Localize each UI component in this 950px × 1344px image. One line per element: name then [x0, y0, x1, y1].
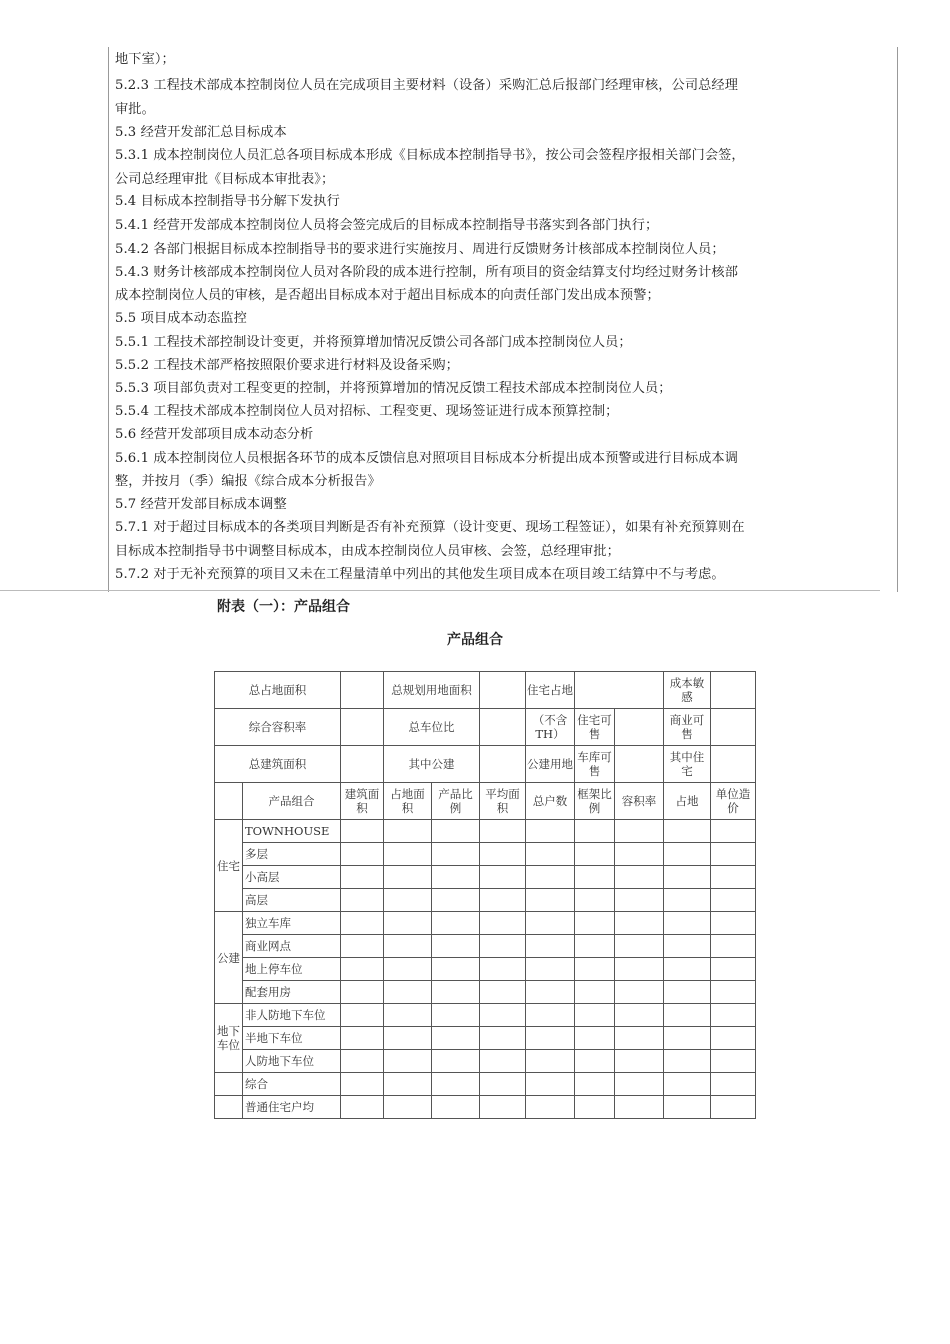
doc-line: 5.6.1 成本控制岗位人员根据各环节的成本反馈信息对照项目目标成本分析提出成本预警或进行目标成本调: [115, 451, 738, 466]
group-label-public: 公建: [215, 912, 243, 1004]
doc-line: 公司总经理审批《目标成本审批表》；: [115, 172, 335, 187]
summary-label: 总规划用地面积: [384, 672, 480, 709]
doc-line: 5.7.1 对于超过目标成本的各类项目判断是否有补充预算（设计变更、现场工程签证），如果有补充预算则在: [115, 520, 745, 535]
value-cell[interactable]: [711, 672, 756, 709]
table-row: [215, 866, 756, 889]
doc-line: 5.2.3 工程技术部成本控制岗位人员在完成项目主要材料（设备）采购汇总后报部门经理审核，公司总经理: [115, 78, 738, 93]
summary-row: [215, 746, 756, 783]
header-cell: 总户数: [526, 783, 575, 820]
table-title: 产品组合: [447, 632, 503, 648]
table-row: [215, 1073, 756, 1096]
value-cell[interactable]: [615, 709, 664, 746]
doc-line: 整，并按月（季）编报《综合成本分析报告》: [115, 474, 381, 489]
table-row: [215, 1050, 756, 1073]
summary-label: 其中住宅: [664, 746, 711, 783]
row-label: 地上停车位: [243, 958, 341, 981]
value-cell[interactable]: [615, 746, 664, 783]
summary-label: 总占地面积: [215, 672, 341, 709]
table-row: [215, 843, 756, 866]
doc-line: 5.5.4 工程技术部成本控制岗位人员对招标、工程变更、现场签证进行成本预算控制；: [115, 404, 619, 419]
row-label: TOWNHOUSE: [243, 820, 341, 843]
row-label: 综合: [243, 1073, 341, 1096]
summary-row: [215, 709, 756, 746]
value-cell[interactable]: [480, 672, 526, 709]
section-divider: [0, 590, 880, 591]
header-cell: 产品组合: [243, 783, 341, 820]
doc-line: 5.4.2 各部门根据目标成本控制指导书的要求进行实施按月、周进行反馈财务计核部成本控制岗位人员；: [115, 242, 725, 257]
header-cell: 框架比例: [575, 783, 615, 820]
appendix-heading: 附表（一）：产品组合: [217, 599, 350, 615]
value-cell[interactable]: [711, 709, 756, 746]
doc-line: 5.4 目标成本控制指导书分解下发执行: [115, 194, 340, 209]
summary-label: （不含TH）: [526, 709, 575, 746]
doc-line: 审批。: [115, 102, 155, 117]
row-label: 半地下车位: [243, 1027, 341, 1050]
doc-line: 目标成本控制指导书中调整目标成本，由成本控制岗位人员审核、会签，总经理审批；: [115, 544, 620, 559]
summary-label: 总车位比: [384, 709, 480, 746]
doc-line: 5.5.2 工程技术部严格按照限价要求进行材料及设备采购；: [115, 358, 459, 373]
row-label: 小高层: [243, 866, 341, 889]
table-row: [215, 820, 756, 843]
value-cell[interactable]: [480, 746, 526, 783]
summary-label: 车库可售: [575, 746, 615, 783]
summary-label: 商业可售: [664, 709, 711, 746]
table-row: [215, 935, 756, 958]
summary-label: 成本敏感: [664, 672, 711, 709]
summary-row: [215, 672, 756, 709]
doc-line: 地下室）；: [115, 52, 175, 67]
table-row: [215, 889, 756, 912]
header-cell: 建筑面积: [341, 783, 384, 820]
value-cell[interactable]: [341, 672, 384, 709]
summary-label: 其中公建: [384, 746, 480, 783]
header-cell: 占地: [664, 783, 711, 820]
doc-line: 成本控制岗位人员的审核，是否超出目标成本对于超出目标成本的向责任部门发出成本预警；: [115, 288, 660, 303]
header-cell: 产品比例: [432, 783, 480, 820]
table-row: [215, 981, 756, 1004]
row-label: 人防地下车位: [243, 1050, 341, 1073]
table-row: [215, 912, 756, 935]
row-label: 配套用房: [243, 981, 341, 1004]
summary-label: 公建用地: [526, 746, 575, 783]
summary-label: 住宅可售: [575, 709, 615, 746]
header-cell: 单位造价: [711, 783, 756, 820]
table-row: [215, 958, 756, 981]
table-row: [215, 1004, 756, 1027]
doc-line: 5.5 项目成本动态监控: [115, 311, 247, 326]
group-label-residential: 住宅: [215, 820, 243, 912]
summary-label: 综合容积率: [215, 709, 341, 746]
column-header-row: [215, 783, 756, 820]
doc-line: 5.3 经营开发部汇总目标成本: [115, 125, 287, 140]
doc-line: 5.4.1 经营开发部成本控制岗位人员将会签完成后的目标成本控制指导书落实到各部门执行；: [115, 218, 659, 233]
summary-label: 住宅占地: [526, 672, 575, 709]
doc-line: 5.5.1 工程技术部控制设计变更，并将预算增加情况反馈公司各部门成本控制岗位人员；: [115, 335, 632, 350]
row-label: 商业网点: [243, 935, 341, 958]
value-cell[interactable]: [711, 746, 756, 783]
doc-line: 5.4.3 财务计核部成本控制岗位人员对各阶段的成本进行控制，所有项目的资金结算支付均经过财务计核部: [115, 265, 738, 280]
value-cell[interactable]: [341, 709, 384, 746]
doc-line: 5.7 经营开发部目标成本调整: [115, 497, 287, 512]
row-label: 高层: [243, 889, 341, 912]
product-mix-table: [214, 671, 756, 1119]
doc-line: 5.6 经营开发部项目成本动态分析: [115, 427, 314, 442]
header-cell: 占地面积: [384, 783, 432, 820]
table-row: [215, 1096, 756, 1119]
group-label-parking: 地下车位: [215, 1004, 243, 1073]
row-label: 非人防地下车位: [243, 1004, 341, 1027]
header-cell: 容积率: [615, 783, 664, 820]
value-cell[interactable]: [480, 709, 526, 746]
value-cell[interactable]: [575, 672, 664, 709]
doc-line: 5.7.2 对于无补充预算的项目又未在工程量清单中列出的其他发生项目成本在项目竣工结算中不与考虑。: [115, 567, 725, 582]
row-label: 独立车库: [243, 912, 341, 935]
header-cell: 平均面积: [480, 783, 526, 820]
row-label: 多层: [243, 843, 341, 866]
doc-line: 5.3.1 成本控制岗位人员汇总各项目标成本形成《目标成本控制指导书》，按公司会签程序报相关部门会签，: [115, 148, 745, 163]
document-text-block: [108, 47, 898, 592]
value-cell[interactable]: [341, 746, 384, 783]
doc-line: 5.5.3 项目部负责对工程变更的控制，并将预算增加的情况反馈工程技术部成本控制岗位人员；: [115, 381, 672, 396]
table-row: [215, 1027, 756, 1050]
header-cell: [215, 783, 243, 820]
row-label: 普通住宅户均: [243, 1096, 341, 1119]
summary-label: 总建筑面积: [215, 746, 341, 783]
